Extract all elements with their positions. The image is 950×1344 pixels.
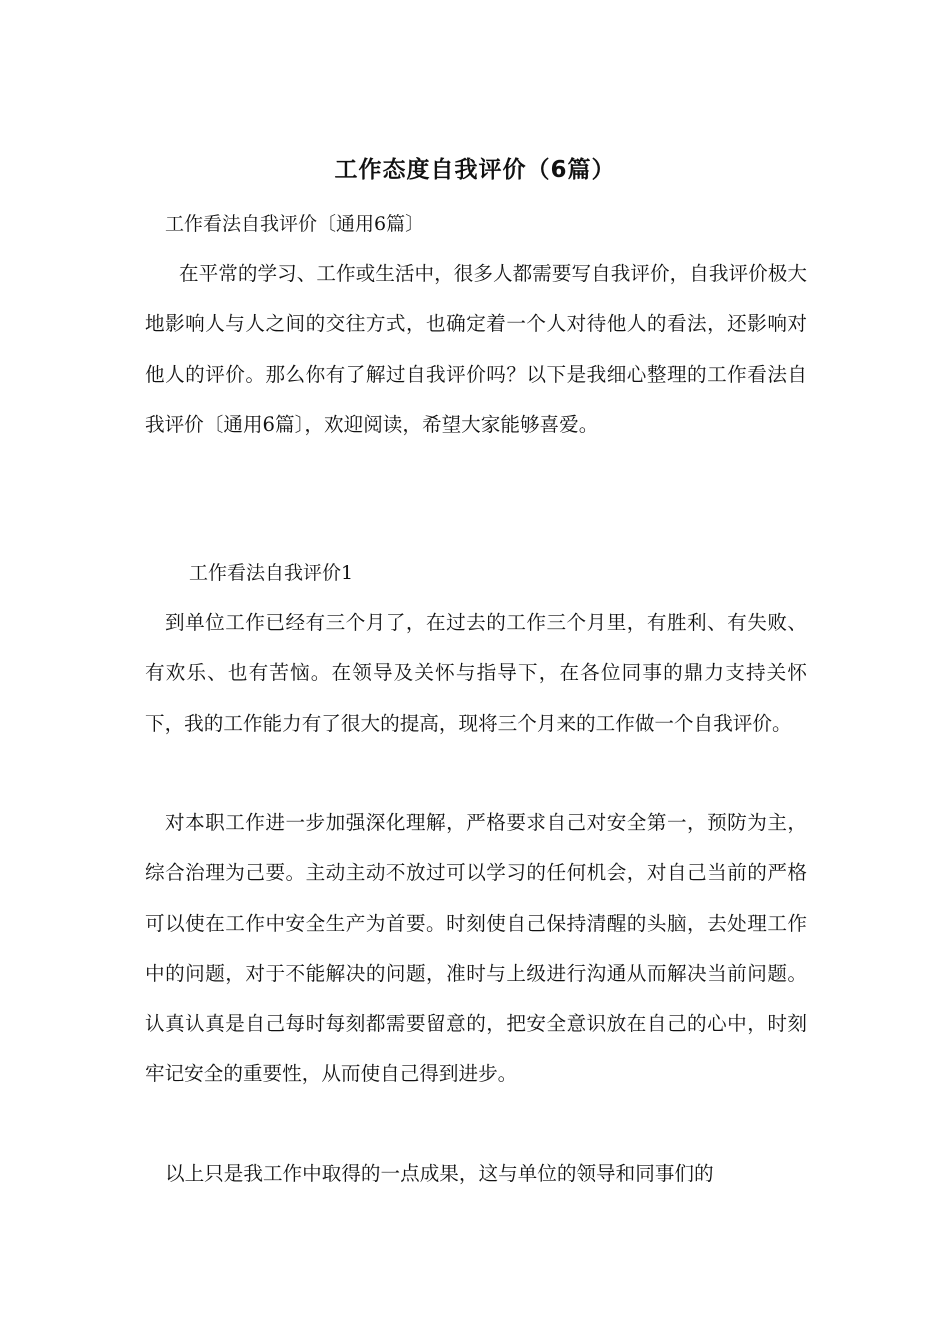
section-heading: 工作看法自我评价1 <box>189 562 354 584</box>
document-subtitle: 工作看法自我评价〔通用6篇〕 <box>165 213 425 235</box>
intro-paragraph: 在平常的学习、工作或生活中，很多人都需要写自我评价，自我评价极大地影响人与人之间的交往方式，也确定着一个人对待他人的看法，还影响对他人的评价。那么你有了解过自我评价吗？以下是我细心整理的工作看法自我评价〔通用6篇〕，欢迎阅读，希望大家能够喜爱。 <box>145 262 807 436</box>
body-paragraph: 对本职工作进一步加强深化理解，严格要求自己对安全第一，预防为主，综合治理为己要。主动主动不放过可以学习的任何机会，对自己当前的严格可以使在工作中安全生产为首要。时刻使自己保持清醒的头脑，去处理工作中的问题，对于不能解决的问题，准时与上级进行沟通从而解决当前问题。认真认真是自己每时每刻都需要留意的，把安全意识放在自己的心中，时刻牢记安全的重要性，从而使自己得到进步。 <box>145 811 807 1086</box>
document-title: 工作态度自我评价（6篇） <box>334 157 616 183</box>
body-paragraph: 到单位工作已经有三个月了，在过去的工作三个月里，有胜利、有失败、有欢乐、也有苦恼。在领导及关怀与指导下，在各位同事的鼎力支持关怀下，我的工作能力有了很大的提高，现将三个月来的工作做一个自我评价。 <box>145 611 807 735</box>
body-paragraph: 以上只是我工作中取得的一点成果，这与单位的领导和同事们的 <box>165 1162 714 1185</box>
